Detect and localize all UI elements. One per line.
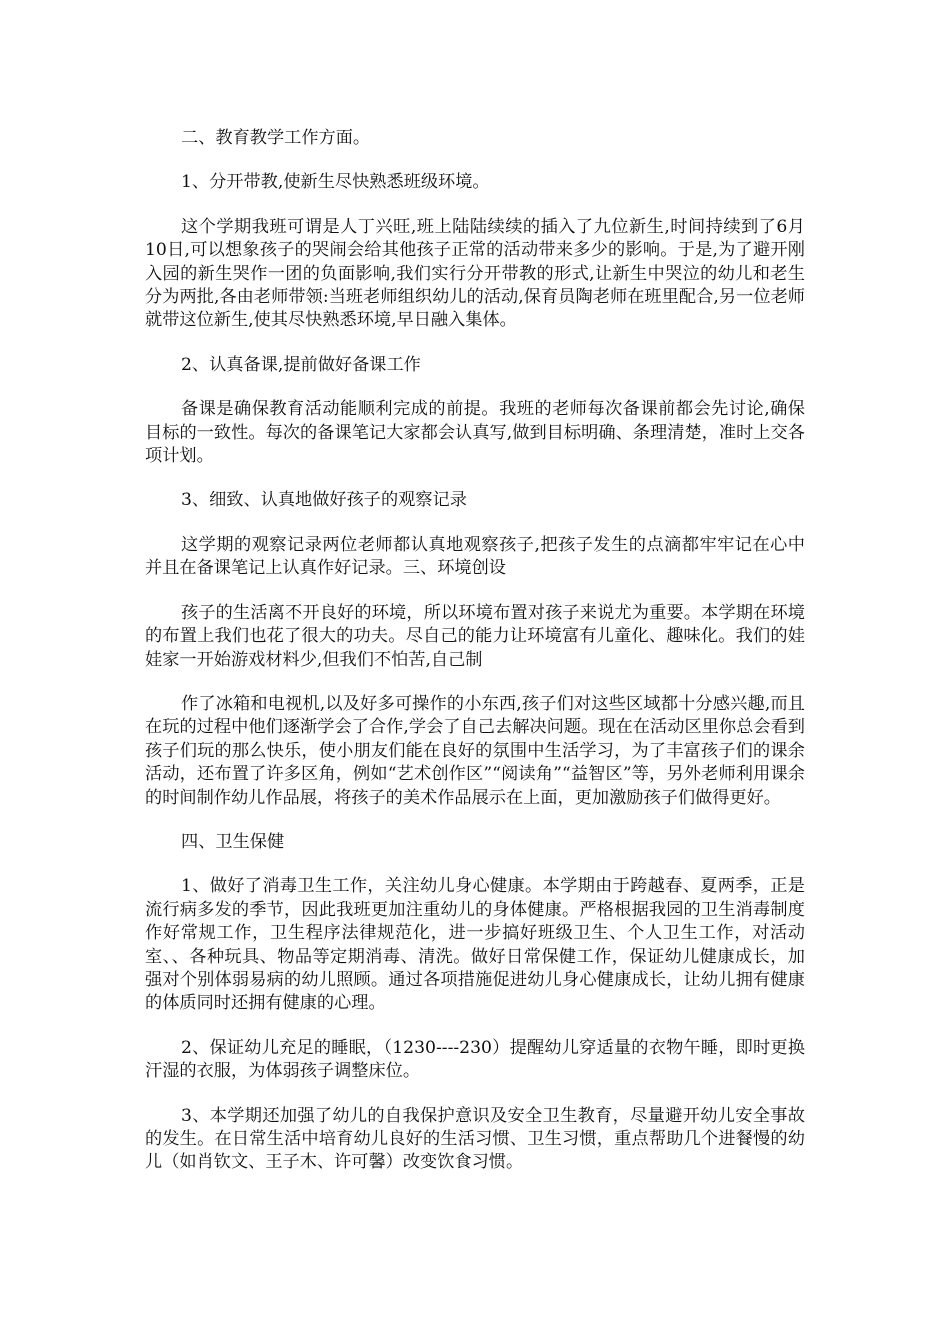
paragraph-sleep: 2、保证幼儿充足的睡眠，（1230----230）提醒幼儿穿适量的衣物午睡，即时更换汗湿的衣服，为体弱孩子调整床位。 xyxy=(145,1037,805,1082)
paragraph-new-students: 这个学期我班可谓是人丁兴旺,班上陆陆续续的插入了九位新生,时间持续到了6月10日,可以想象孩子的哭闹会给其他孩子正常的活动带来多少的影响。于是,为了避开刚入园的新生哭作一团的负面影响,我们实行分开带教的形式,让新生中哭泣的幼儿和老生分为两批,各由老师带领:当班老师组织幼儿的活动,保育员陶老师在班里配合,另一位老师就带这位新生,使其尽快熟悉环境,早日融入集体。 xyxy=(145,216,805,331)
paragraph-environment-2: 作了冰箱和电视机,以及好多可操作的小东西,孩子们对这些区域都十分感兴趣,而且在玩的过程中他们逐渐学会了合作,学会了自己去解决问题。现在在活动区里你总会看到孩子们玩的那么快乐，使小朋友们能在良好的氛围中生活学习，为了丰富孩子们的课余活动，还布置了许多区角，例如“艺术创作区”“阅读角”“益智区”等，另外老师利用课余的时间制作幼儿作品展，将孩子的美术作品展示在上面，更加激励孩子们做得更好。 xyxy=(145,693,805,808)
subheading-observation-records: 3、细致、认真地做好孩子的观察记录 xyxy=(181,490,467,511)
section-heading-education: 二、教育教学工作方面。 xyxy=(181,128,371,148)
section-heading-health: 四、卫生保健 xyxy=(181,831,285,852)
subheading-separate-teaching: 1、分开带教,使新生尽快熟悉班级环境。 xyxy=(181,172,490,193)
paragraph-environment-1: 孩子的生活离不开良好的环境，所以环境布置对孩子来说尤为重要。本学期在环境的布置上我们也花了很大的功夫。尽自己的能力让环境富有儿童化、趣味化。我们的娃娃家一开始游戏材料少,但我们不怕苦,自己制 xyxy=(145,602,805,670)
paragraph-disinfection: 1、做好了消毒卫生工作，关注幼儿身心健康。本学期由于跨越春、夏两季，正是流行病多发的季节，因此我班更加注重幼儿的身体健康。严格根据我园的卫生消毒制度作好常规工作，卫生程序法律规范化，进一步搞好班级卫生、个人卫生工作，对活动室、、各种玩具、物品等定期消毒、清洗。做好日常保健工作，保证幼儿健康成长，加强对个别体弱易病的幼儿照顾。通过各项措施促进幼儿身心健康成长，让幼儿拥有健康的体质同时还拥有健康的心理。 xyxy=(145,876,805,1014)
paragraph-lesson-prep: 备课是确保教育活动能顺利完成的前提。我班的老师每次备课前都会先讨论,确保目标的一致性。每次的备课笔记大家都会认真写,做到目标明确、条理清楚，准时上交各项计划。 xyxy=(145,399,805,467)
subheading-lesson-prep: 2、认真备课,提前做好备课工作 xyxy=(181,354,421,375)
document-page xyxy=(145,127,805,1194)
paragraph-observation-records: 这学期的观察记录两位老师都认真地观察孩子,把孩子发生的点滴都牢牢记在心中并且在备课笔记上认真作好记录。三、环境创设 xyxy=(145,534,805,579)
paragraph-safety: 3、本学期还加强了幼儿的自我保护意识及安全卫生教育，尽量避开幼儿安全事故的发生。在日常生活中培育幼儿良好的生活习惯、卫生习惯，重点帮助几个进餐慢的幼儿（如肖钦文、王子木、许可馨）改变饮食习惯。 xyxy=(145,1105,805,1173)
